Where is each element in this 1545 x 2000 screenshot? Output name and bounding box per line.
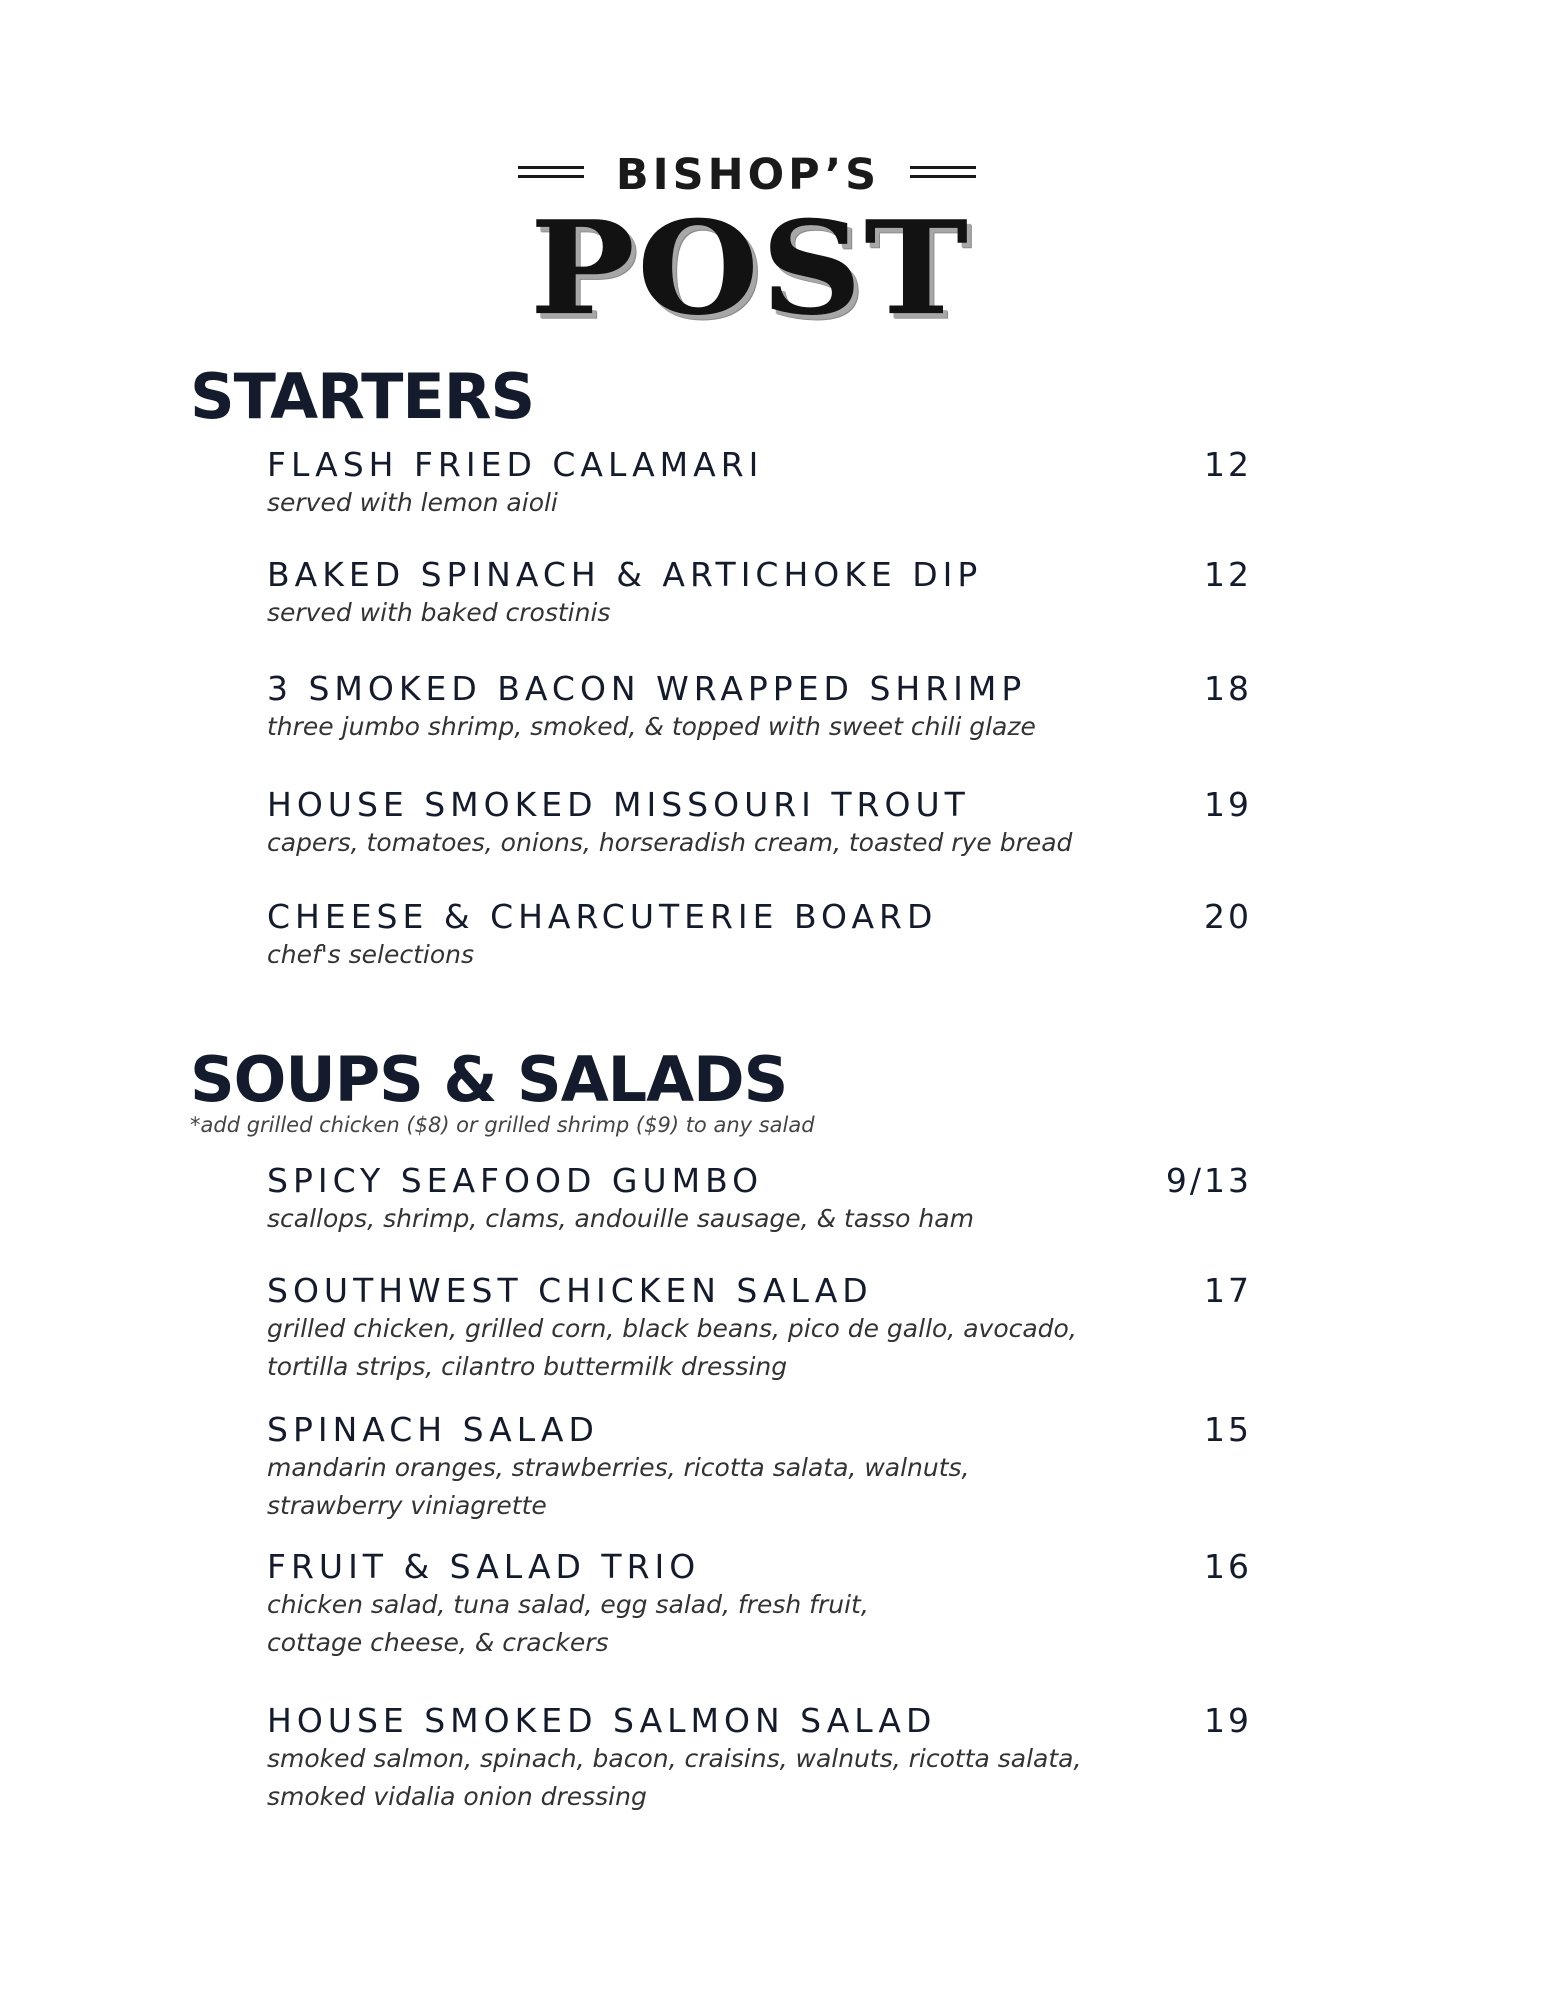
menu-item-description [267, 1449, 1167, 1525]
menu-item-name: CHEESE & CHARCUTERIE BOARD [267, 897, 938, 936]
menu-item-description-line: mandarin oranges, strawberries, ricotta salata, walnuts, [267, 1453, 970, 1482]
menu-item-description-line: cottage cheese, & crackers [267, 1628, 609, 1657]
menu-item-description [267, 484, 1167, 522]
menu-item-description [267, 936, 1167, 974]
menu-item-description-line: three jumbo shrimp, smoked, & topped with sweet chili glaze [267, 712, 1036, 741]
menu-item-price: 20 [1204, 897, 1252, 936]
menu-item-price: 18 [1204, 669, 1252, 708]
menu-item-description-line: served with baked crostinis [267, 598, 611, 627]
menu-item-price: 19 [1204, 785, 1252, 824]
menu-item-price: 16 [1204, 1547, 1252, 1586]
menu-item-price: 12 [1204, 445, 1252, 484]
menu-item-description-line: smoked vidalia onion dressing [267, 1782, 647, 1811]
menu-item-name: FLASH FRIED CALAMARI [267, 445, 764, 484]
menu-item-price: 19 [1204, 1701, 1252, 1740]
menu-item-description-line: chef's selections [267, 940, 475, 969]
menu-item-name: SPINACH SALAD [267, 1410, 599, 1449]
menu-item-price: 15 [1204, 1410, 1252, 1449]
menu-item-name: 3 SMOKED BACON WRAPPED SHRIMP [267, 669, 1027, 708]
menu-item-name: FRUIT & SALAD TRIO [267, 1547, 701, 1586]
menu-item-name: BAKED SPINACH & ARTICHOKE DIP [267, 555, 983, 594]
menu-item-description-line: capers, tomatoes, onions, horseradish cream, toasted rye bread [267, 828, 1073, 857]
menu-item-description [267, 1586, 1167, 1662]
restaurant-logo [470, 140, 1030, 355]
menu-item-description [267, 1310, 1167, 1386]
menu-item-description-line: smoked salmon, spinach, bacon, craisins, walnuts, ricotta salata, [267, 1744, 1082, 1773]
logo-bishops-text: BISHOP’S [615, 150, 881, 200]
menu-item-description [267, 708, 1167, 746]
menu-item-price: 9/13 [1165, 1161, 1252, 1200]
menu-item-description [267, 594, 1167, 632]
menu-item-name: HOUSE SMOKED MISSOURI TROUT [267, 785, 970, 824]
menu-item-description-line: chicken salad, tuna salad, egg salad, fresh fruit, [267, 1590, 869, 1619]
menu-item-description-line: strawberry viniagrette [267, 1491, 547, 1520]
menu-item-description [267, 1200, 1167, 1238]
menu-item-description-line: scallops, shrimp, clams, andouille sausage, & tasso ham [267, 1204, 974, 1233]
menu-item-description-line: tortilla strips, cilantro buttermilk dressing [267, 1352, 788, 1381]
menu-item-price: 17 [1204, 1271, 1252, 1310]
menu-item-description [267, 1740, 1167, 1816]
menu-item-description-line: grilled chicken, grilled corn, black beans, pico de gallo, avocado, [267, 1314, 1077, 1343]
menu-item-price: 12 [1204, 555, 1252, 594]
logo-post-text: POST [529, 193, 971, 345]
menu-item-name: SOUTHWEST CHICKEN SALAD [267, 1271, 873, 1310]
section-note-add-protein: *add grilled chicken ($8) or grilled shrimp ($9) to any salad [190, 1113, 815, 1137]
menu-item-description [267, 824, 1167, 862]
section-title-starters: STARTERS [190, 360, 535, 433]
logo-rule-right [910, 166, 976, 178]
menu-item-name: HOUSE SMOKED SALMON SALAD [267, 1701, 937, 1740]
logo-rule-left [518, 166, 584, 178]
menu-item-name: SPICY SEAFOOD GUMBO [267, 1161, 764, 1200]
section-title-soups-salads: SOUPS & SALADS [190, 1043, 788, 1116]
menu-item-description-line: served with lemon aioli [267, 488, 558, 517]
